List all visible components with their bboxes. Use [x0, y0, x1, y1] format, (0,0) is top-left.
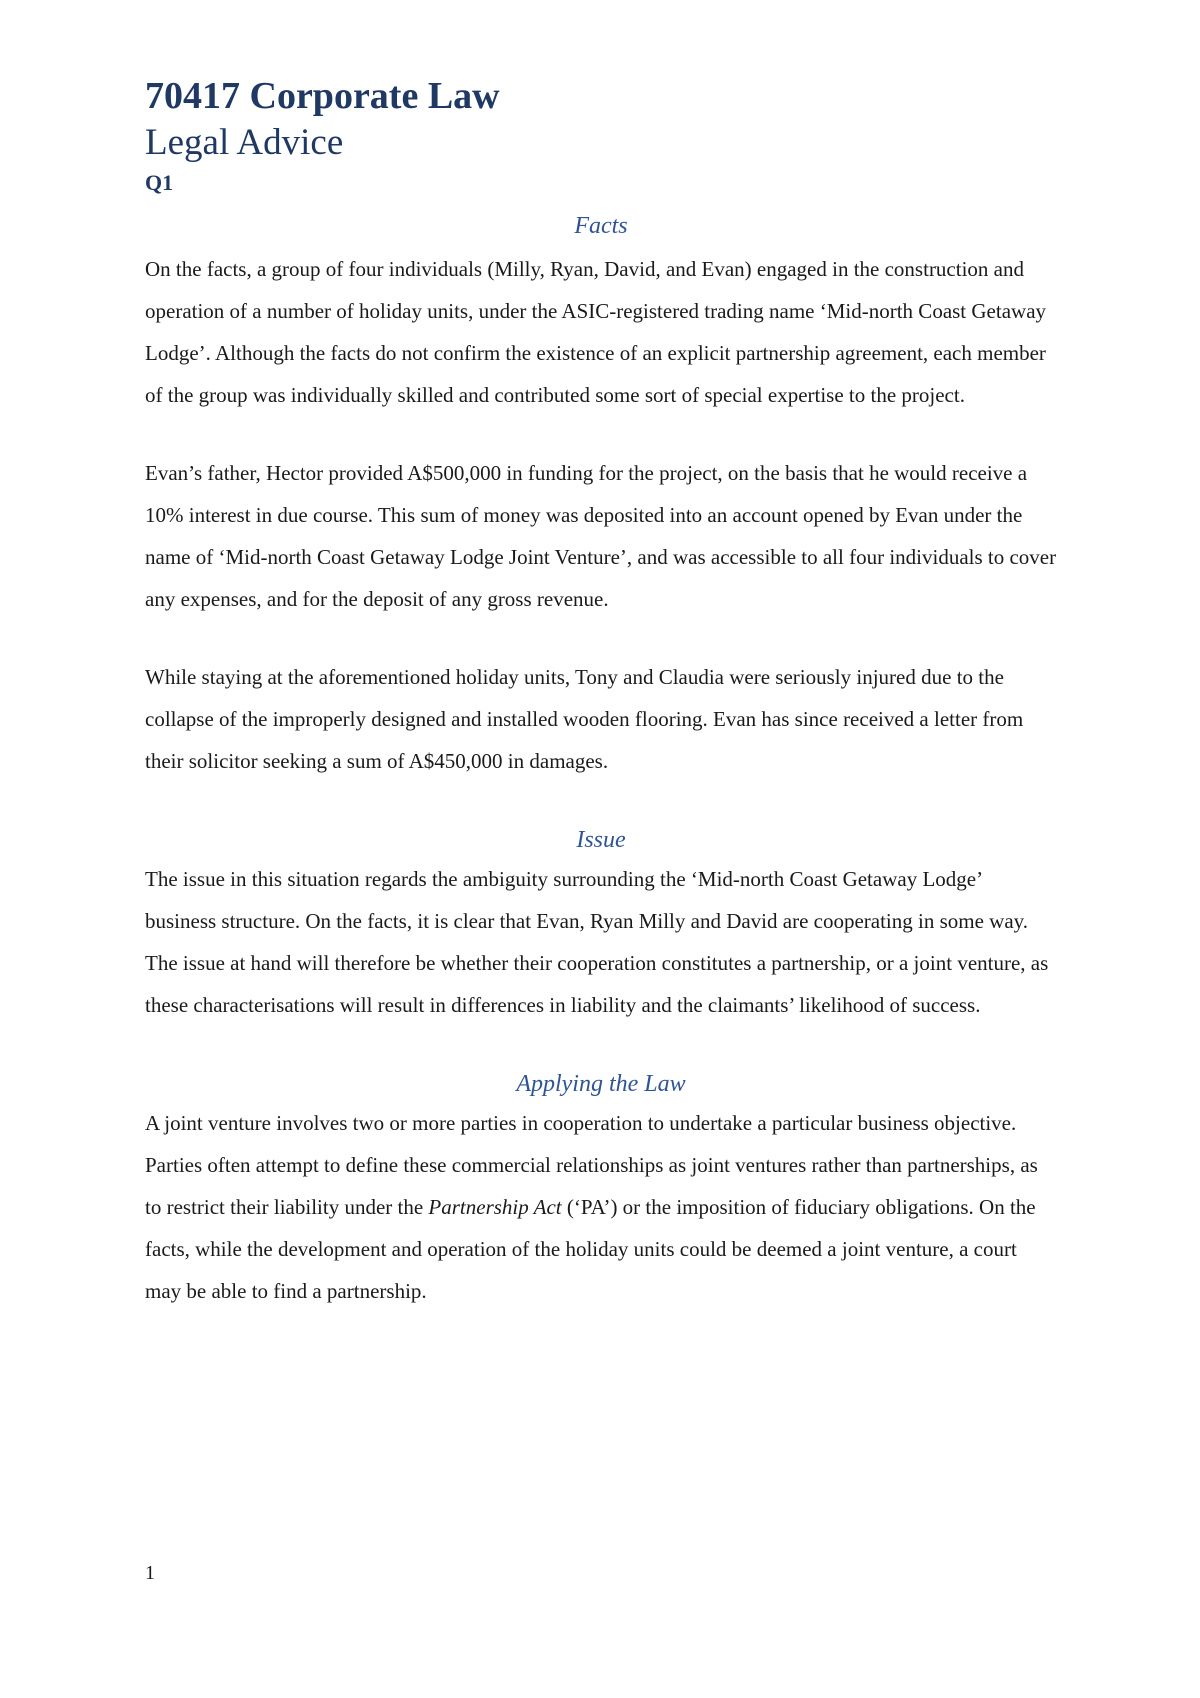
- applying-law-text-1: A joint venture involves two or more parties in cooperation to undertake a particular business objective. Parties often attempt to define these commercial relationships as joint ventures rather than partnerships, as to restrict their liability under the: [145, 1111, 1038, 1219]
- facts-paragraph-2: Evan’s father, Hector provided A$500,000 in funding for the project, on the basis that he would receive a 10% interest in due course. This sum of money was deposited into an account opened by Evan under the name of ‘Mid-north Coast Getaway Lodge Joint Venture’, and was accessible to all four individuals to cover any expenses, and for the deposit of any gross revenue.: [145, 461, 1057, 611]
- facts-paragraph-1: On the facts, a group of four individuals (Milly, Ryan, David, and Evan) engaged in the construction and operation of a number of holiday units, under the ASIC-registered trading name ‘Mid-north Coast Getaway Lodge’. Although the facts do not confirm the existence of an explicit partnership agreement, each member of the group was individually skilled and contributed some sort of special expertise to the project.: [145, 257, 1047, 407]
- facts-paragraph-3: While staying at the aforementioned holiday units, Tony and Claudia were seriously injured due to the collapse of the improperly designed and installed wooden flooring. Evan has since received a letter from their solicitor seeking a sum of A$450,000 in damages.: [145, 665, 1024, 773]
- applying-law-paragraph-1: [145, 1102, 1057, 1312]
- page-content: [145, 72, 1057, 1312]
- applying-law-text-2: (‘PA’) or the imposition of fiduciary obligations. On the facts, while the development and operation of the holiday units could be deemed a joint venture, a court may be able to find a partnership.: [145, 1195, 1036, 1303]
- applying-law-heading: Applying the Law: [516, 1071, 686, 1097]
- facts-heading: Facts: [574, 213, 628, 239]
- page-number: 1: [145, 1562, 155, 1584]
- document-title: 70417 Corporate Law: [145, 75, 500, 117]
- issue-paragraph-1: The issue in this situation regards the ambiguity surrounding the ‘Mid-north Coast Getaway Lodge’ business structure. On the facts, it is clear that Evan, Ryan Milly and David are cooperating in some way. The issue at hand will therefore be whether their cooperation constitutes a partnership, or a joint venture, as these characterisations will result in differences in liability and the claimants’ likelihood of success.: [145, 867, 1049, 1017]
- issue-heading: Issue: [576, 827, 626, 853]
- partnership-act-citation: Partnership Act: [428, 1195, 562, 1219]
- question-label: Q1: [145, 170, 174, 195]
- document-subtitle: Legal Advice: [145, 122, 344, 163]
